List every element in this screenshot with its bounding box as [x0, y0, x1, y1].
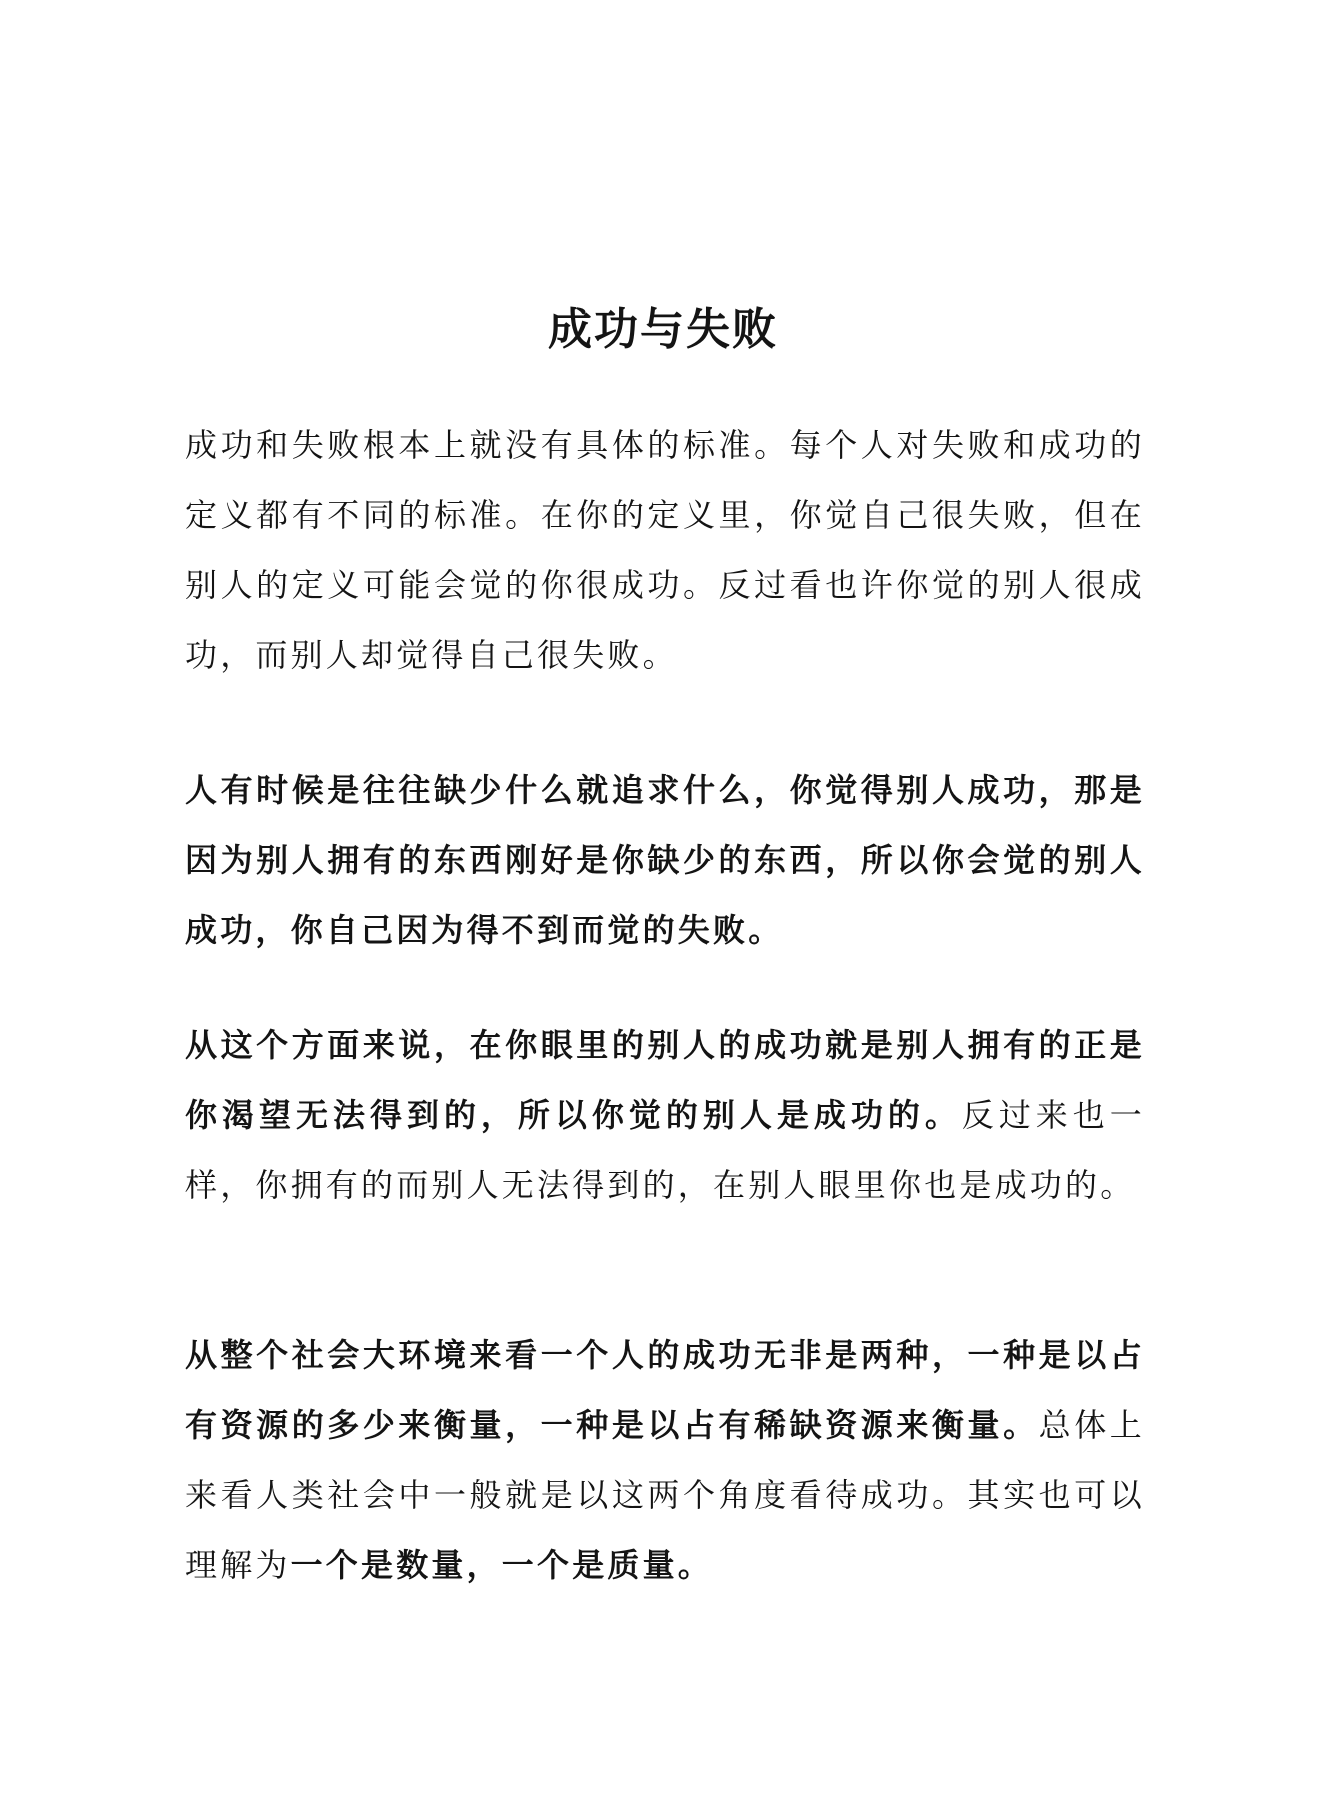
paragraph-4-regular-text: 总体上来看人类社会中一般就是以这两个角度看待成功。其实也可以理解为 [185, 1406, 1145, 1584]
paragraph-3 [185, 1010, 1145, 1220]
paragraph-1-text: 成功和失败根本上就没有具体的标准。每个人对失败和成功的定义都有不同的标准。在你的定义里，你觉自己很失败，但在别人的定义可能会觉的你很成功。反过看也许你觉的别人很成功，而别人却觉得自己很失败。 [185, 426, 1145, 674]
paragraph-3-bold-text: 从这个方面来说，在你眼里的别人的成功就是别人拥有的正是你渴望无法得到的，所以你觉的别人是成功的。 [185, 1026, 1145, 1134]
paragraph-4-bold-text: 从整个社会大环境来看一个人的成功无非是两种，一种是以占有资源的多少来衡量，一种是以占有稀缺资源来衡量。 [185, 1336, 1145, 1444]
document-title: 成功与失败 [548, 304, 778, 355]
paragraph-1 [185, 410, 1145, 690]
paragraph-3-regular-text: 反过来也一样，你拥有的而别人无法得到的，在别人眼里你也是成功的。 [185, 1096, 1145, 1204]
paragraph-4-bold-ending: 一个是数量，一个是质量。 [290, 1546, 714, 1584]
paragraph-2 [185, 755, 1145, 965]
paragraph-4 [185, 1320, 1145, 1600]
paragraph-2-text: 人有时候是往往缺少什么就追求什么，你觉得别人成功，那是因为别人拥有的东西刚好是你缺少的东西，所以你会觉的别人成功，你自己因为得不到而觉的失败。 [185, 771, 1145, 949]
